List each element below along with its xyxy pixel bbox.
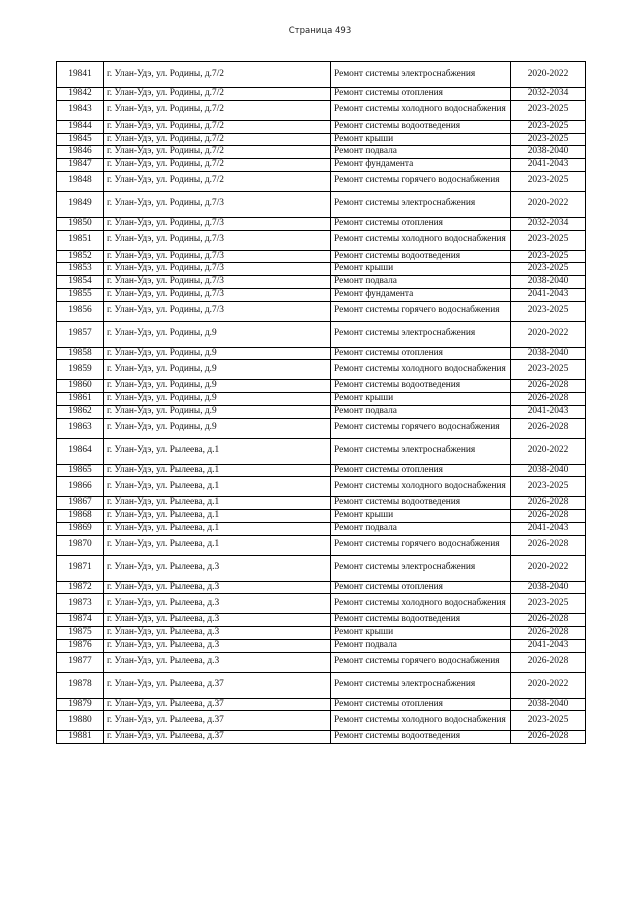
table-row bbox=[57, 438, 586, 464]
row-number: 19858 bbox=[57, 347, 104, 360]
table-row bbox=[57, 698, 586, 711]
row-address: г. Улан-Удэ, ул. Родины, д.7/2 bbox=[104, 88, 331, 101]
row-address: г. Улан-Удэ, ул. Родины, д.7/2 bbox=[104, 133, 331, 146]
row-number: 19866 bbox=[57, 477, 104, 497]
row-work-type: Ремонт системы холодного водоснабжения bbox=[331, 360, 511, 380]
row-address: г. Улан-Удэ, ул. Родины, д.9 bbox=[104, 405, 331, 418]
row-years: 2023-2025 bbox=[511, 711, 586, 731]
row-address: г. Улан-Удэ, ул. Родины, д.7/2 bbox=[104, 146, 331, 159]
row-address: г. Улан-Удэ, ул. Родины, д.7/3 bbox=[104, 276, 331, 289]
row-years: 2020-2022 bbox=[511, 62, 586, 88]
row-years: 2038-2040 bbox=[511, 146, 586, 159]
row-work-type: Ремонт системы отопления bbox=[331, 217, 511, 230]
row-address: г. Улан-Удэ, ул. Родины, д.9 bbox=[104, 380, 331, 393]
row-years: 2023-2025 bbox=[511, 301, 586, 321]
row-work-type: Ремонт системы водоотведения bbox=[331, 731, 511, 744]
row-number: 19857 bbox=[57, 321, 104, 347]
row-work-type: Ремонт системы водоотведения bbox=[331, 614, 511, 627]
row-work-type: Ремонт системы горячего водоснабжения bbox=[331, 418, 511, 438]
table-row bbox=[57, 639, 586, 652]
row-number: 19859 bbox=[57, 360, 104, 380]
row-work-type: Ремонт системы водоотведения bbox=[331, 497, 511, 510]
table-row bbox=[57, 405, 586, 418]
row-years: 2032-2034 bbox=[511, 217, 586, 230]
row-years: 2023-2025 bbox=[511, 230, 586, 250]
table-row bbox=[57, 276, 586, 289]
table-row bbox=[57, 288, 586, 301]
table-row bbox=[57, 535, 586, 555]
row-work-type: Ремонт системы электроснабжения bbox=[331, 438, 511, 464]
row-years: 2041-2043 bbox=[511, 639, 586, 652]
table-row bbox=[57, 250, 586, 263]
table-row bbox=[57, 380, 586, 393]
row-address: г. Улан-Удэ, ул. Рылеева, д.3 bbox=[104, 627, 331, 640]
row-number: 19871 bbox=[57, 555, 104, 581]
row-years: 2026-2028 bbox=[511, 393, 586, 406]
row-number: 19872 bbox=[57, 581, 104, 594]
row-work-type: Ремонт крыши bbox=[331, 263, 511, 276]
table-row bbox=[57, 230, 586, 250]
table-row bbox=[57, 159, 586, 172]
row-work-type: Ремонт системы отопления bbox=[331, 88, 511, 101]
table-row bbox=[57, 171, 586, 191]
row-years: 2038-2040 bbox=[511, 347, 586, 360]
row-years: 2020-2022 bbox=[511, 555, 586, 581]
row-address: г. Улан-Удэ, ул. Рылеева, д.1 bbox=[104, 535, 331, 555]
table-row bbox=[57, 581, 586, 594]
row-years: 2023-2025 bbox=[511, 594, 586, 614]
row-number: 19851 bbox=[57, 230, 104, 250]
table-row bbox=[57, 497, 586, 510]
row-work-type: Ремонт подвала bbox=[331, 146, 511, 159]
row-number: 19846 bbox=[57, 146, 104, 159]
row-address: г. Улан-Удэ, ул. Рылеева, д.1 bbox=[104, 497, 331, 510]
row-work-type: Ремонт системы холодного водоснабжения bbox=[331, 477, 511, 497]
row-address: г. Улан-Удэ, ул. Рылеева, д.37 bbox=[104, 698, 331, 711]
table-row bbox=[57, 62, 586, 88]
row-years: 2026-2028 bbox=[511, 497, 586, 510]
table-row bbox=[57, 393, 586, 406]
table-row bbox=[57, 263, 586, 276]
row-years: 2026-2028 bbox=[511, 418, 586, 438]
page-header: Страница 493 bbox=[288, 26, 352, 36]
row-years: 2038-2040 bbox=[511, 276, 586, 289]
table-row bbox=[57, 217, 586, 230]
row-address: г. Улан-Удэ, ул. Родины, д.7/3 bbox=[104, 263, 331, 276]
row-work-type: Ремонт крыши bbox=[331, 133, 511, 146]
row-years: 2038-2040 bbox=[511, 698, 586, 711]
row-address: г. Улан-Удэ, ул. Родины, д.9 bbox=[104, 321, 331, 347]
row-work-type: Ремонт системы отопления bbox=[331, 464, 511, 477]
row-years: 2026-2028 bbox=[511, 535, 586, 555]
row-years: 2020-2022 bbox=[511, 321, 586, 347]
row-number: 19867 bbox=[57, 497, 104, 510]
row-years: 2026-2028 bbox=[511, 614, 586, 627]
row-number: 19860 bbox=[57, 380, 104, 393]
row-work-type: Ремонт системы электроснабжения bbox=[331, 672, 511, 698]
table-row bbox=[57, 711, 586, 731]
row-years: 2041-2043 bbox=[511, 159, 586, 172]
row-number: 19852 bbox=[57, 250, 104, 263]
row-number: 19878 bbox=[57, 672, 104, 698]
row-years: 2026-2028 bbox=[511, 510, 586, 523]
table-row bbox=[57, 731, 586, 744]
row-number: 19863 bbox=[57, 418, 104, 438]
row-number: 19862 bbox=[57, 405, 104, 418]
row-work-type: Ремонт подвала bbox=[331, 639, 511, 652]
row-number: 19856 bbox=[57, 301, 104, 321]
row-work-type: Ремонт системы холодного водоснабжения bbox=[331, 594, 511, 614]
row-address: г. Улан-Удэ, ул. Рылеева, д.3 bbox=[104, 555, 331, 581]
row-number: 19855 bbox=[57, 288, 104, 301]
row-address: г. Улан-Удэ, ул. Родины, д.7/2 bbox=[104, 62, 331, 88]
table-row bbox=[57, 88, 586, 101]
row-number: 19853 bbox=[57, 263, 104, 276]
row-number: 19845 bbox=[57, 133, 104, 146]
table-row bbox=[57, 146, 586, 159]
row-address: г. Улан-Удэ, ул. Родины, д.7/3 bbox=[104, 217, 331, 230]
table-row bbox=[57, 301, 586, 321]
row-years: 2041-2043 bbox=[511, 288, 586, 301]
row-work-type: Ремонт системы водоотведения bbox=[331, 120, 511, 133]
row-address: г. Улан-Удэ, ул. Родины, д.7/2 bbox=[104, 100, 331, 120]
row-address: г. Улан-Удэ, ул. Родины, д.9 bbox=[104, 347, 331, 360]
repair-schedule-table bbox=[56, 61, 586, 744]
row-work-type: Ремонт фундамента bbox=[331, 288, 511, 301]
row-work-type: Ремонт крыши bbox=[331, 510, 511, 523]
row-number: 19873 bbox=[57, 594, 104, 614]
table-row bbox=[57, 100, 586, 120]
row-work-type: Ремонт системы водоотведения bbox=[331, 250, 511, 263]
table-row bbox=[57, 120, 586, 133]
row-work-type: Ремонт системы электроснабжения bbox=[331, 62, 511, 88]
row-years: 2023-2025 bbox=[511, 250, 586, 263]
row-address: г. Улан-Удэ, ул. Рылеева, д.3 bbox=[104, 594, 331, 614]
row-years: 2026-2028 bbox=[511, 627, 586, 640]
row-address: г. Улан-Удэ, ул. Родины, д.7/3 bbox=[104, 230, 331, 250]
row-years: 2038-2040 bbox=[511, 464, 586, 477]
row-address: г. Улан-Удэ, ул. Рылеева, д.1 bbox=[104, 510, 331, 523]
table-row bbox=[57, 133, 586, 146]
row-years: 2023-2025 bbox=[511, 120, 586, 133]
row-number: 19850 bbox=[57, 217, 104, 230]
row-number: 19842 bbox=[57, 88, 104, 101]
row-number: 19880 bbox=[57, 711, 104, 731]
table-row bbox=[57, 510, 586, 523]
row-number: 19877 bbox=[57, 652, 104, 672]
row-address: г. Улан-Удэ, ул. Родины, д.9 bbox=[104, 360, 331, 380]
row-work-type: Ремонт системы отопления bbox=[331, 698, 511, 711]
row-years: 2032-2034 bbox=[511, 88, 586, 101]
row-work-type: Ремонт системы водоотведения bbox=[331, 380, 511, 393]
row-address: г. Улан-Удэ, ул. Рылеева, д.1 bbox=[104, 438, 331, 464]
row-number: 19879 bbox=[57, 698, 104, 711]
row-work-type: Ремонт системы горячего водоснабжения bbox=[331, 535, 511, 555]
table-row bbox=[57, 360, 586, 380]
row-work-type: Ремонт системы горячего водоснабжения bbox=[331, 652, 511, 672]
row-address: г. Улан-Удэ, ул. Рылеева, д.37 bbox=[104, 672, 331, 698]
row-years: 2023-2025 bbox=[511, 477, 586, 497]
row-work-type: Ремонт системы горячего водоснабжения bbox=[331, 171, 511, 191]
row-work-type: Ремонт системы электроснабжения bbox=[331, 191, 511, 217]
table-row bbox=[57, 477, 586, 497]
row-number: 19876 bbox=[57, 639, 104, 652]
row-work-type: Ремонт системы отопления bbox=[331, 347, 511, 360]
table-row bbox=[57, 522, 586, 535]
row-address: г. Улан-Удэ, ул. Рылеева, д.3 bbox=[104, 581, 331, 594]
row-work-type: Ремонт системы горячего водоснабжения bbox=[331, 301, 511, 321]
table-row bbox=[57, 652, 586, 672]
table-row bbox=[57, 672, 586, 698]
row-address: г. Улан-Удэ, ул. Родины, д.7/3 bbox=[104, 301, 331, 321]
row-years: 2026-2028 bbox=[511, 731, 586, 744]
row-address: г. Улан-Удэ, ул. Рылеева, д.3 bbox=[104, 639, 331, 652]
row-years: 2023-2025 bbox=[511, 171, 586, 191]
row-years: 2038-2040 bbox=[511, 581, 586, 594]
row-number: 19874 bbox=[57, 614, 104, 627]
row-number: 19875 bbox=[57, 627, 104, 640]
row-number: 19869 bbox=[57, 522, 104, 535]
row-address: г. Улан-Удэ, ул. Рылеева, д.1 bbox=[104, 477, 331, 497]
row-address: г. Улан-Удэ, ул. Родины, д.9 bbox=[104, 418, 331, 438]
row-years: 2023-2025 bbox=[511, 100, 586, 120]
row-work-type: Ремонт подвала bbox=[331, 522, 511, 535]
row-address: г. Улан-Удэ, ул. Рылеева, д.3 bbox=[104, 652, 331, 672]
row-years: 2023-2025 bbox=[511, 133, 586, 146]
row-number: 19854 bbox=[57, 276, 104, 289]
row-number: 19861 bbox=[57, 393, 104, 406]
row-number: 19841 bbox=[57, 62, 104, 88]
row-address: г. Улан-Удэ, ул. Рылеева, д.37 bbox=[104, 711, 331, 731]
row-number: 19868 bbox=[57, 510, 104, 523]
row-number: 19843 bbox=[57, 100, 104, 120]
row-number: 19849 bbox=[57, 191, 104, 217]
table-row bbox=[57, 555, 586, 581]
row-address: г. Улан-Удэ, ул. Родины, д.7/3 bbox=[104, 191, 331, 217]
row-address: г. Улан-Удэ, ул. Рылеева, д.1 bbox=[104, 464, 331, 477]
table-row bbox=[57, 594, 586, 614]
row-years: 2020-2022 bbox=[511, 672, 586, 698]
row-work-type: Ремонт крыши bbox=[331, 393, 511, 406]
row-address: г. Улан-Удэ, ул. Родины, д.7/3 bbox=[104, 250, 331, 263]
row-number: 19864 bbox=[57, 438, 104, 464]
row-address: г. Улан-Удэ, ул. Рылеева, д.1 bbox=[104, 522, 331, 535]
row-years: 2026-2028 bbox=[511, 380, 586, 393]
row-years: 2026-2028 bbox=[511, 652, 586, 672]
row-work-type: Ремонт системы электроснабжения bbox=[331, 555, 511, 581]
row-years: 2041-2043 bbox=[511, 405, 586, 418]
row-number: 19870 bbox=[57, 535, 104, 555]
row-address: г. Улан-Удэ, ул. Рылеева, д.37 bbox=[104, 731, 331, 744]
row-years: 2020-2022 bbox=[511, 191, 586, 217]
row-work-type: Ремонт системы холодного водоснабжения bbox=[331, 711, 511, 731]
table-row bbox=[57, 614, 586, 627]
row-work-type: Ремонт системы холодного водоснабжения bbox=[331, 100, 511, 120]
row-number: 19881 bbox=[57, 731, 104, 744]
row-address: г. Улан-Удэ, ул. Родины, д.7/2 bbox=[104, 120, 331, 133]
row-work-type: Ремонт крыши bbox=[331, 627, 511, 640]
row-address: г. Улан-Удэ, ул. Рылеева, д.3 bbox=[104, 614, 331, 627]
row-work-type: Ремонт подвала bbox=[331, 276, 511, 289]
row-address: г. Улан-Удэ, ул. Родины, д.7/2 bbox=[104, 171, 331, 191]
row-years: 2020-2022 bbox=[511, 438, 586, 464]
row-address: г. Улан-Удэ, ул. Родины, д.9 bbox=[104, 393, 331, 406]
row-years: 2041-2043 bbox=[511, 522, 586, 535]
table-row bbox=[57, 464, 586, 477]
row-address: г. Улан-Удэ, ул. Родины, д.7/3 bbox=[104, 288, 331, 301]
row-years: 2023-2025 bbox=[511, 360, 586, 380]
row-years: 2023-2025 bbox=[511, 263, 586, 276]
row-work-type: Ремонт подвала bbox=[331, 405, 511, 418]
row-number: 19847 bbox=[57, 159, 104, 172]
row-number: 19865 bbox=[57, 464, 104, 477]
table-body bbox=[57, 62, 586, 744]
row-address: г. Улан-Удэ, ул. Родины, д.7/2 bbox=[104, 159, 331, 172]
table-row bbox=[57, 627, 586, 640]
row-work-type: Ремонт системы холодного водоснабжения bbox=[331, 230, 511, 250]
row-number: 19844 bbox=[57, 120, 104, 133]
row-work-type: Ремонт системы электроснабжения bbox=[331, 321, 511, 347]
table-row bbox=[57, 191, 586, 217]
row-number: 19848 bbox=[57, 171, 104, 191]
row-work-type: Ремонт фундамента bbox=[331, 159, 511, 172]
table-row bbox=[57, 347, 586, 360]
table-row bbox=[57, 418, 586, 438]
row-work-type: Ремонт системы отопления bbox=[331, 581, 511, 594]
table-row bbox=[57, 321, 586, 347]
